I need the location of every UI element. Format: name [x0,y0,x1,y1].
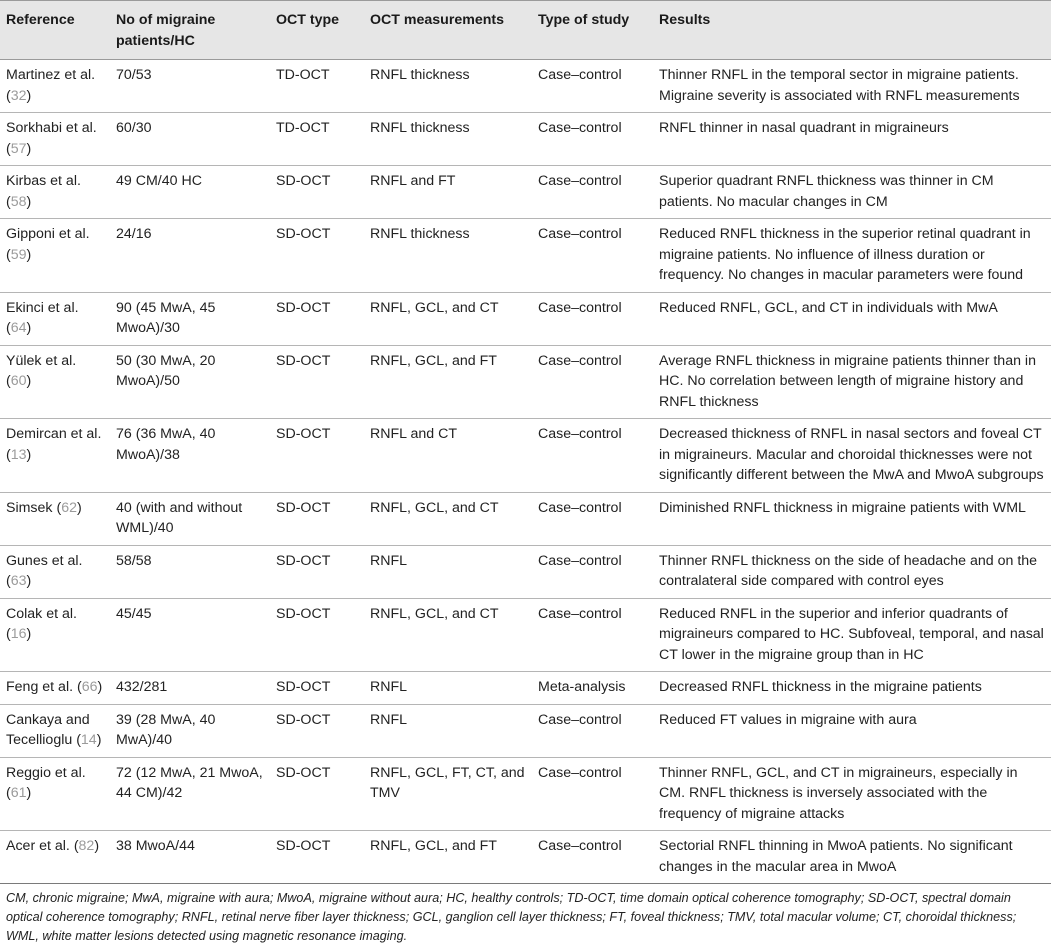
cell-oct-measurements: RNFL thickness [364,113,532,166]
cell-study-type: Case–control [532,704,653,757]
cell-reference [0,345,110,419]
cell-oct-type: SD-OCT [270,492,364,545]
citation-link[interactable]: 58 [10,193,27,210]
cell-study-type: Case–control [532,492,653,545]
table-header [0,1,1051,60]
cell-reference [0,672,110,705]
cell-study-type: Case–control [532,219,653,293]
citation-close-paren: ) [26,446,32,463]
header-row [0,1,1051,60]
cell-oct-type: SD-OCT [270,672,364,705]
citation-close-paren: ) [76,499,82,516]
reference-text: Reggio et al. ( [6,764,86,801]
header-patients: No of migraine patients/HC [110,1,270,60]
cell-patients: 49 CM/40 HC [110,166,270,219]
reference-text: Gunes et al. ( [6,552,83,589]
reference-text: Colak et al. ( [6,605,77,642]
cell-results: Decreased RNFL thickness in the migraine patients [653,672,1051,705]
cell-oct-type: TD-OCT [270,60,364,113]
table-row [0,492,1051,545]
table-row [0,419,1051,493]
table-row [0,60,1051,113]
cell-patients: 70/53 [110,60,270,113]
citation-link[interactable]: 14 [80,732,97,748]
header-oct-measurements: OCT measurements [364,1,532,60]
cell-study-type: Case–control [532,598,653,672]
cell-oct-type: SD-OCT [270,292,364,345]
header-results: Results [653,1,1051,60]
cell-oct-type: SD-OCT [270,704,364,757]
cell-study-type: Case–control [532,545,653,598]
cell-results: Thinner RNFL, GCL, and CT in migraineurs, especially in CM. RNFL thickness is inversely associated with the frequency of migraine attacks [653,757,1051,831]
cell-reference [0,831,110,884]
citation-close-paren: ) [26,573,32,589]
cell-study-type: Case–control [532,113,653,166]
reference-text: Feng et al. ( [6,679,82,695]
cell-oct-measurements: RNFL, GCL, and CT [364,598,532,672]
table-row [0,672,1051,705]
cell-results: Reduced RNFL thickness in the superior retinal quadrant in migraine patients. No influence of illness duration or frequency. No changes in macular parameters were found [653,219,1051,293]
table-row [0,831,1051,884]
citation-close-paren: ) [26,373,32,389]
cell-oct-measurements: RNFL, GCL, and CT [364,492,532,545]
cell-study-type: Case–control [532,419,653,493]
cell-patients: 45/45 [110,598,270,672]
citation-close-paren: ) [26,87,32,104]
cell-oct-measurements: RNFL, GCL, and CT [364,292,532,345]
table-row [0,598,1051,672]
cell-oct-type: SD-OCT [270,598,364,672]
cell-oct-measurements: RNFL [364,545,532,598]
cell-patients: 40 (with and without WML)/40 [110,492,270,545]
citation-link[interactable]: 13 [10,446,27,463]
cell-reference [0,219,110,293]
citation-link[interactable]: 62 [61,499,77,516]
reference-text: Cankaya and Tecellioglu ( [6,711,90,748]
cell-oct-type: SD-OCT [270,545,364,598]
cell-results: Diminished RNFL thickness in migraine patients with WML [653,492,1051,545]
cell-study-type: Case–control [532,831,653,884]
reference-text: Yülek et al. ( [6,352,77,389]
cell-results: Thinner RNFL thickness on the side of headache and on the contralateral side compared with control eyes [653,545,1051,598]
table-row [0,292,1051,345]
cell-patients: 58/58 [110,545,270,598]
cell-study-type: Case–control [532,166,653,219]
cell-patients: 76 (36 MwA, 40 MwoA)/38 [110,419,270,493]
cell-study-type: Meta-analysis [532,672,653,705]
citation-close-paren: ) [97,679,103,695]
cell-patients: 39 (28 MwA, 40 MwA)/40 [110,704,270,757]
citation-close-paren: ) [26,246,32,263]
citation-close-paren: ) [26,785,32,801]
cell-oct-measurements: RNFL, GCL, and FT [364,345,532,419]
reference-text: Kirbas et al. ( [6,173,81,210]
citation-close-paren: ) [26,140,32,157]
cell-results: Reduced RNFL in the superior and inferior quadrants of migraineurs compared to HC. Subfoveal, temporal, and nasal CT lower in the migraine group than in HC [653,598,1051,672]
cell-oct-measurements: RNFL thickness [364,219,532,293]
cell-reference [0,60,110,113]
cell-patients: 432/281 [110,672,270,705]
citation-link[interactable]: 64 [10,320,27,336]
citation-link[interactable]: 66 [81,679,98,695]
cell-oct-type: SD-OCT [270,757,364,831]
reference-text: Simsek ( [6,499,62,516]
citation-close-paren: ) [26,626,32,642]
cell-study-type: Case–control [532,60,653,113]
cell-oct-type: SD-OCT [270,419,364,493]
cell-oct-measurements: RNFL, GCL, FT, CT, and TMV [364,757,532,831]
cell-results: Thinner RNFL in the temporal sector in migraine patients. Migraine severity is associated with RNFL measurements [653,60,1051,113]
citation-link[interactable]: 32 [10,87,27,104]
table-row [0,113,1051,166]
table-row [0,757,1051,831]
table-row [0,545,1051,598]
cell-oct-type: SD-OCT [270,219,364,293]
cell-reference [0,704,110,757]
cell-oct-type: SD-OCT [270,831,364,884]
cell-oct-measurements: RNFL [364,672,532,705]
header-reference: Reference [0,1,110,60]
cell-reference [0,113,110,166]
cell-patients: 50 (30 MwA, 20 MwoA)/50 [110,345,270,419]
cell-study-type: Case–control [532,757,653,831]
cell-oct-measurements: RNFL, GCL, and FT [364,831,532,884]
reference-text: Martinez et al. ( [6,67,96,104]
table-body [0,60,1051,884]
header-oct-type: OCT type [270,1,364,60]
cell-results: Average RNFL thickness in migraine patients thinner than in HC. No correlation between length of migraine history and RNFL thickness [653,345,1051,419]
cell-reference [0,492,110,545]
citation-link[interactable]: 57 [10,140,27,157]
table-row [0,219,1051,293]
cell-results: RNFL thinner in nasal quadrant in migraineurs [653,113,1051,166]
cell-results: Sectorial RNFL thinning in MwoA patients. No significant changes in the macular area in MwoA [653,831,1051,884]
table-footnote: CM, chronic migraine; MwA, migraine with aura; MwoA, migraine without aura; HC, healthy controls; TD-OCT, time domain optical coherence tomography; SD-OCT, spectral domain optical coherence tomography; RNFL, retinal nerve fiber layer thickness; GCL, ganglion cell layer thickness; FT, foveal thickness; TMV, total macular volume; CT, choroidal thickness; WML, white matter lesions detected using magnetic resonance imaging. [6,891,1017,943]
citation-link[interactable]: 60 [10,373,27,389]
reference-text: Acer et al. ( [6,838,79,854]
citation-link[interactable]: 59 [10,246,27,263]
cell-reference [0,598,110,672]
cell-results: Superior quadrant RNFL thickness was thinner in CM patients. No macular changes in CM [653,166,1051,219]
cell-results: Reduced FT values in migraine with aura [653,704,1051,757]
header-study-type: Type of study [532,1,653,60]
cell-results: Decreased thickness of RNFL in nasal sectors and foveal CT in migraineurs. Macular and choroidal thicknesses were not significantly different between the MwA and MwoA subgroups [653,419,1051,493]
citation-link[interactable]: 16 [10,626,27,642]
cell-patients: 72 (12 MwA, 21 MwoA, 44 CM)/42 [110,757,270,831]
table-row [0,345,1051,419]
cell-reference [0,419,110,493]
cell-oct-type: TD-OCT [270,113,364,166]
cell-patients: 24/16 [110,219,270,293]
table-row [0,166,1051,219]
cell-reference [0,166,110,219]
cell-oct-measurements: RNFL [364,704,532,757]
cell-reference [0,757,110,831]
citation-close-paren: ) [26,193,32,210]
cell-oct-type: SD-OCT [270,345,364,419]
citation-link[interactable]: 61 [10,785,27,801]
cell-patients: 90 (45 MwA, 45 MwoA)/30 [110,292,270,345]
reference-text: Demircan et al. ( [6,426,102,463]
cell-oct-measurements: RNFL and CT [364,419,532,493]
reference-text: Gipponi et al. ( [6,226,90,263]
cell-results: Reduced RNFL, GCL, and CT in individuals with MwA [653,292,1051,345]
citation-link[interactable]: 82 [78,838,95,854]
cell-study-type: Case–control [532,345,653,419]
cell-oct-measurements: RNFL and FT [364,166,532,219]
citation-link[interactable]: 63 [10,573,27,589]
citation-close-paren: ) [26,320,32,336]
cell-patients: 38 MwoA/44 [110,831,270,884]
cell-reference [0,545,110,598]
table-row [0,704,1051,757]
cell-oct-type: SD-OCT [270,166,364,219]
reference-text: Ekinci et al. ( [6,299,79,336]
cell-study-type: Case–control [532,292,653,345]
cell-patients: 60/30 [110,113,270,166]
reference-text: Sorkhabi et al. ( [6,120,97,157]
cell-oct-measurements: RNFL thickness [364,60,532,113]
citation-close-paren: ) [96,732,102,748]
cell-reference [0,292,110,345]
citation-close-paren: ) [94,838,100,854]
